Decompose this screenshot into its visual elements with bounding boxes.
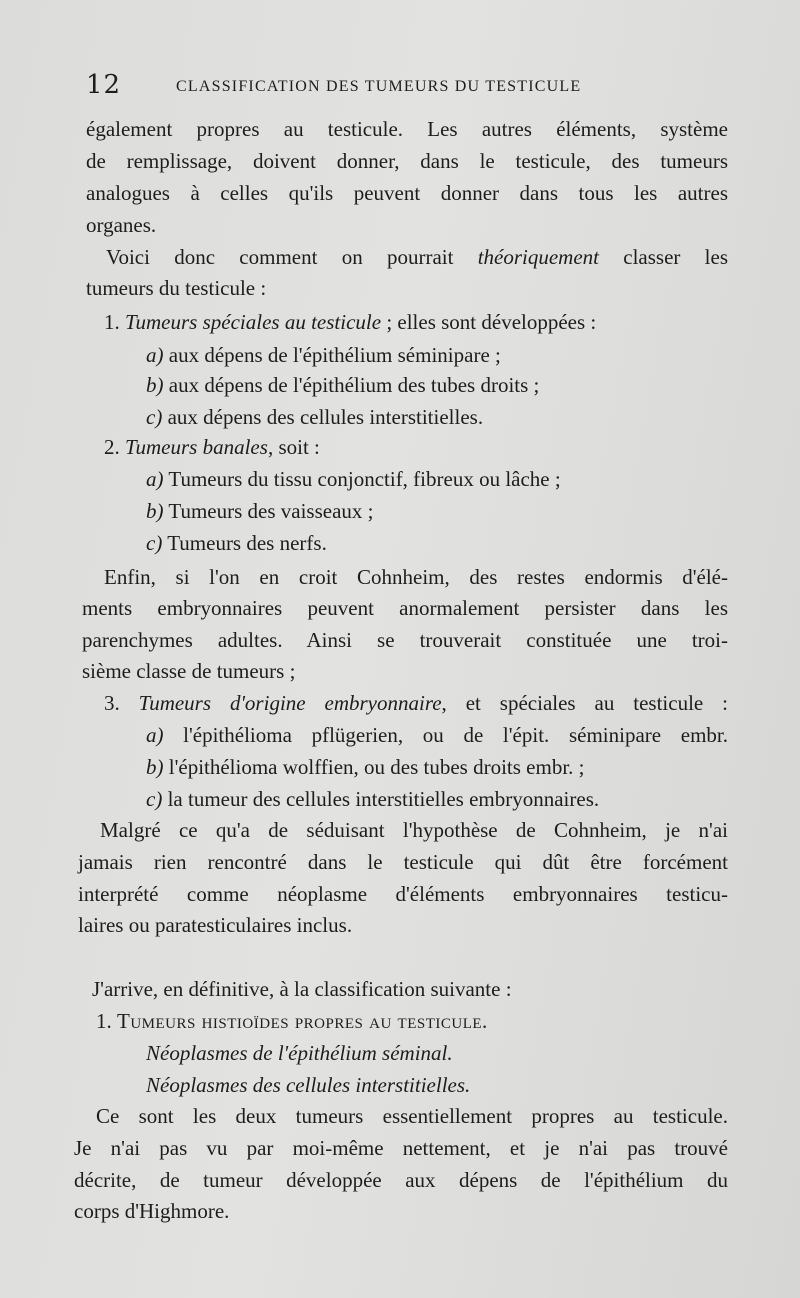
text-line: parenchymes adultes. Ainsi se trouverait constituée une troi- xyxy=(82,628,728,652)
list-item: c) aux dépens des cellules interstitielles. xyxy=(146,405,484,429)
text-line: Je n'ai pas vu par moi-même nettement, et je n'ai pas trouvé xyxy=(74,1136,728,1160)
text-line: tumeurs du testicule : xyxy=(86,276,267,300)
text-line: Ce sont les deux tumeurs essentiellement propres au testicule. xyxy=(96,1104,728,1128)
text-line: Enfin, si l'on en croit Cohnheim, des restes endormis d'élé- xyxy=(104,565,728,589)
list-item: c) Tumeurs des nerfs. xyxy=(146,531,327,555)
text-line: également propres au testicule. Les autres éléments, système xyxy=(86,117,728,141)
page-header xyxy=(86,70,746,100)
list-item: 1. Tumeurs spéciales au testicule ; elles sont développées : xyxy=(104,310,597,334)
list-item: b) Tumeurs des vaisseaux ; xyxy=(146,499,374,523)
list-item: b) aux dépens de l'épithélium des tubes droits ; xyxy=(146,373,540,397)
text-line: Malgré ce qu'a de séduisant l'hypothèse de Cohnheim, je n'ai xyxy=(100,818,728,842)
text-line: jamais rien rencontré dans le testicule qui dût être forcément xyxy=(78,850,728,874)
text-line: interprété comme néoplasme d'éléments embryonnaires testicu- xyxy=(78,882,728,906)
list-item: Néoplasmes de l'épithélium séminal. xyxy=(146,1041,453,1065)
list-item: b) l'épithélioma wolffien, ou des tubes droits embr. ; xyxy=(146,755,585,779)
running-title: CLASSIFICATION DES TUMEURS DU TESTICULE xyxy=(176,78,582,95)
text-line: corps d'Highmore. xyxy=(74,1199,230,1223)
text-line: Voici donc comment on pourrait théoriquement classer les xyxy=(106,245,729,269)
text-line: organes. xyxy=(86,213,157,237)
list-item: c) la tumeur des cellules interstitielles embryonnaires. xyxy=(146,787,600,811)
text-line: décrite, de tumeur développée aux dépens de l'épithélium du xyxy=(74,1168,728,1192)
page-number: 12 xyxy=(86,70,122,100)
text-line: analogues à celles qu'ils peuvent donner dans tous les autres xyxy=(86,181,728,205)
list-item: a) l'épithélioma pflügerien, ou de l'épit. séminipare embr. xyxy=(146,723,728,747)
list-item: 1. Tumeurs histioïdes propres au testicule. xyxy=(96,1009,488,1033)
list-item: a) aux dépens de l'épithélium séminipare ; xyxy=(146,343,501,367)
text-line: laires ou paratesticulaires inclus. xyxy=(78,913,353,937)
list-item: 2. Tumeurs banales, soit : xyxy=(104,435,320,459)
list-item: a) Tumeurs du tissu conjonctif, fibreux ou lâche ; xyxy=(146,467,561,491)
text-line: ments embryonnaires peuvent anormalement persister dans les xyxy=(82,596,728,620)
text-line: sième classe de tumeurs ; xyxy=(82,659,296,683)
text-line: J'arrive, en définitive, à la classification suivante : xyxy=(92,977,512,1001)
list-item: Néoplasmes des cellules interstitielles. xyxy=(146,1073,471,1097)
text-line: de remplissage, doivent donner, dans le testicule, des tumeurs xyxy=(86,149,728,173)
list-item: 3. Tumeurs d'origine embryonnaire, et spéciales au testicule : xyxy=(104,691,728,715)
